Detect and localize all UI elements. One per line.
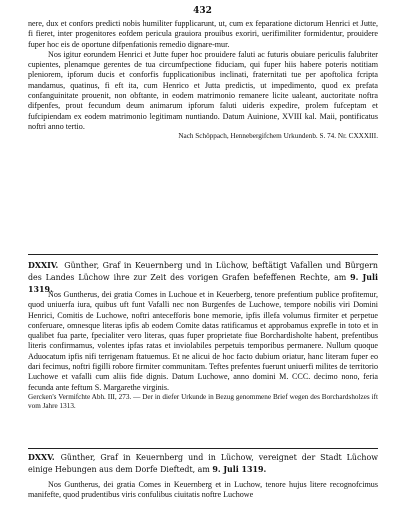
- continued-text-block: [28, 19, 378, 141]
- divider: [28, 254, 378, 255]
- divider: [28, 448, 378, 449]
- paragraph: Nos igitur eorundem Henrici et Jutte fuper hoc prouidere faluti ac futuris obuiare periculis falubriter cupientes, plenamque gerentes de tua circumfpectione fiduciam, qui fuper hiis habere poteris notitiam pleniorem, ipforum ducis et conforfis fupplicationibus inclinati, fraternitati tue per apoftolica fcripta mandamus, quatinus, fi eft ita, cum Henrico et Jutta predictis, ut impedimento, quod ex prefata confanguinitate prouenit, non obftante, in eodem matrimonio remanere licite ualeant, auctoritate noftra difpenfes, prout fecundum deum animarum ipforum faluti uideris expedire, prolem fufceptam et fufcipiendam ex eodem matrimonio legitimam nuntiando. Datum Auinione, XVIII kal. Maii, pontificatus noftri anno tertio.: [28, 49, 378, 131]
- paragraph: Nos Guntherus, dei gratia Comes in Keuernberg et in Luchow, tenore hujus litere recognofcimus manifefte, quod prudentibus viris confulibus ciuitatis noftre Luchowe: [28, 480, 378, 500]
- document-number: DXXIV.: [28, 261, 59, 270]
- source-note: Gercken's Vermifchte Abh. III, 273. — Der in diefer Urkunde in Bezug genommene Brief wegen des Borchardsholzes ift vom Jahre 1313.: [28, 392, 378, 410]
- paragraph: Nos Guntherus, dei gratia Comes in Luchoue et in Keuerberg, tenore prefentium publice profitemur, quod uniuerfa iura, quibus uft funt Vafalli nec non Burgenfes de Luchowe, tempore nobilis viri Domini Henrici, Comitis de Luchowe, noftri antecefforis bone memorie, ipfis illefa volumus firmiter et perpetue conferuare, omnesque literas ipfis ab eodem Comite datas ratificamus et approbamus exprefle in toto et in qualibet fua parte, fpecialiter vero literas, quas fuper proprietate fiue Borchardisholte habent, prefentibus literis confirmamus, volentes ipfas ratas et inviolabiles perpetuis temporibus permanere. Nullum quoque Aduocatum ipfis nifi terrigenam ftatuemus. Et ne alicui de hoc facto dubium oriatur, hanc literam fuper eo dari fecimus, noftri figilli robore firmiter communitam. Teftes prefentes fuerunt uniuerfi milites de territorio Luchowe et vafalli cum aliis fide dignis. Datum Luchowe, anno domini M. CCC. decimo nono, feria fecunda ante feftum S. Margarethe virginis.: [28, 290, 378, 392]
- page-number: 432: [193, 6, 212, 16]
- paragraph: nere, dux et confors predicti nobis humiliter fupplicarunt, ut, cum ex feparatione dictorum Henrici et Jutte, fi fieret, inter progenitores eofdem pericula grauiora prouibus exoriri, uerifimiliter formidentur, prouidere fuper hoc eis de oportune difpenfationis remedio dignare-mur.: [28, 19, 378, 49]
- source-note: Nach Schöppach, Hennebergifchem Urkundenb. S. 74. Nr. CXXXIII.: [178, 132, 378, 141]
- document-body: [28, 290, 378, 411]
- heading-text: Günther, Graf in Keuernberg und in Lüchow, vereignet der Stadt Lüchow einige Hebungen aus dem Dorfe Dieftedt, am: [28, 453, 378, 474]
- heading-date: 9. Juli 1319.: [28, 273, 379, 294]
- document-number: DXXV.: [28, 453, 55, 462]
- heading-date: 9. Juli 1319.: [212, 465, 267, 474]
- heading-text: Günther, Graf in Keuernberg und in Lüchow, beftätigt Vafallen und Bürgern des Landes Lüchow ihre zur Zeit des vorigen Grafen befeffenen Rechte, am: [28, 261, 378, 282]
- document-heading: [28, 452, 378, 476]
- document-body: [28, 480, 378, 501]
